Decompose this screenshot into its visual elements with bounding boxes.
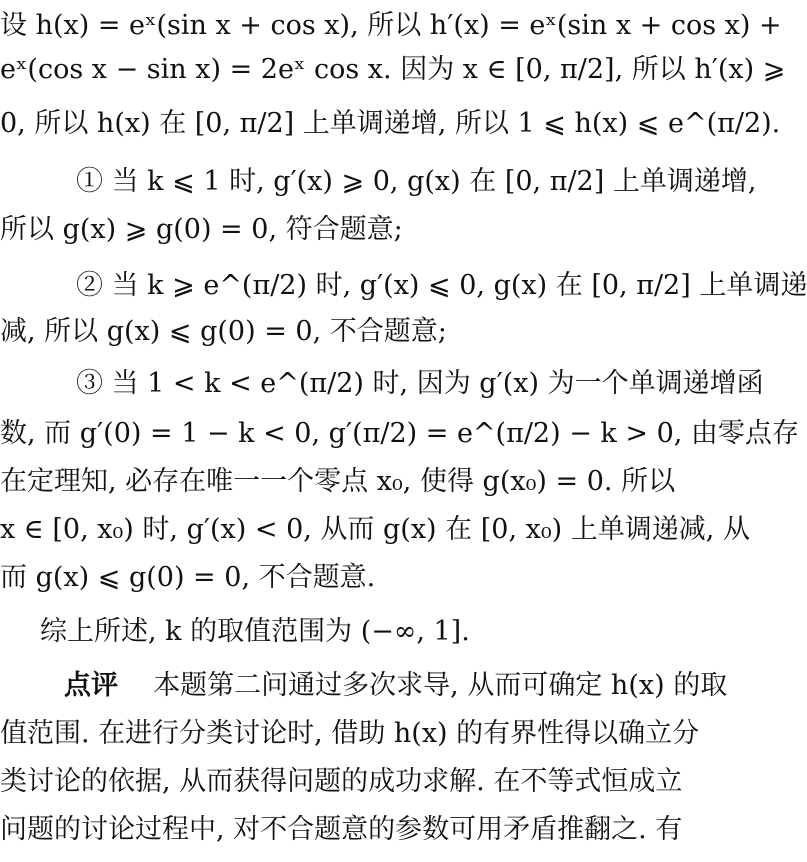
comment-line-2: 值范围. 在进行分类讨论时, 借助 h(x) 的有界性得以确立分: [0, 718, 700, 749]
comment-line-1-text: 本题第二问通过多次求导, 从而可确定 h(x) 的取: [153, 670, 728, 701]
case-3-line-2: 数, 而 g′(0) = 1 − k < 0, g′(π/2) = e^(π/2) − k > 0, 由零点存: [0, 418, 799, 449]
comment-line-3: 类讨论的依据, 从而获得问题的成功求解. 在不等式恒成立: [0, 766, 683, 797]
case-3-line-4: x ∈ [0, x₀) 时, g′(x) < 0, 从而 g(x) 在 [0, x₀) 上单调递减, 从: [0, 514, 750, 545]
case-3-line-1: ③ 当 1 < k < e^(π/2) 时, 因为 g′(x) 为一个单调递增函: [76, 368, 764, 399]
comment-line-1: [0, 666, 780, 706]
comment-line-4: 问题的讨论过程中, 对不合题意的参数可用矛盾推翻之. 有: [0, 814, 683, 845]
summary-line: 综上所述, k 的取值范围为 (−∞, 1].: [40, 616, 470, 647]
text-line-3: 0, 所以 h(x) 在 [0, π/2] 上单调递增, 所以 1 ⩽ h(x) ⩽ e^(π/2).: [0, 108, 781, 139]
text-line-2: eˣ(cos x − sin x) = 2eˣ cos x. 因为 x ∈ [0, π/2], 所以 h′(x) ⩾: [0, 54, 786, 85]
text-line-1: 设 h(x) = eˣ(sin x + cos x), 所以 h′(x) = eˣ(sin x + cos x) +: [0, 10, 782, 41]
case-2-line-1: ② 当 k ⩾ e^(π/2) 时, g′(x) ⩽ 0, g(x) 在 [0, π/2] 上单调递: [76, 270, 807, 301]
case-2-line-2: 减, 所以 g(x) ⩽ g(0) = 0, 不合题意;: [0, 316, 447, 347]
case-3-line-3: 在定理知, 必存在唯一一个零点 x₀, 使得 g(x₀) = 0. 所以: [0, 466, 676, 497]
comment-label: 点评: [64, 670, 118, 701]
case-3-line-5: 而 g(x) ⩽ g(0) = 0, 不合题意.: [0, 562, 376, 593]
case-1-line-1: ① 当 k ⩽ 1 时, g′(x) ⩾ 0, g(x) 在 [0, π/2] 上单调递增,: [76, 166, 757, 197]
case-1-line-2: 所以 g(x) ⩾ g(0) = 0, 符合题意;: [0, 214, 403, 245]
